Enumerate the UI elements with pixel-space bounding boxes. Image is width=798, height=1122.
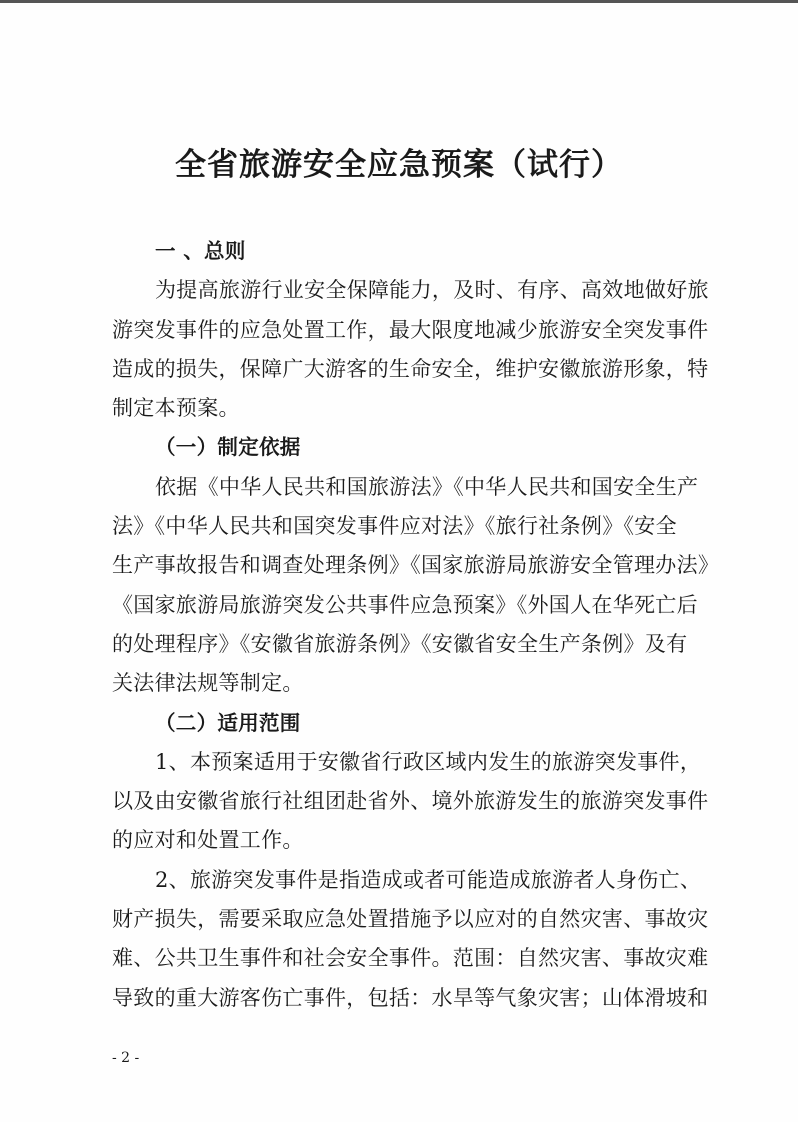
document-body: [112, 232, 720, 1018]
document-title: 全省旅游安全应急预案（试行）: [175, 147, 623, 183]
paragraph-line: 依据《中华人民共和国旅游法》《中华人民共和国安全生产: [155, 474, 699, 499]
paragraph-line: 为提高旅游行业安全保障能力，及时、有序、高效地做好旅: [155, 278, 709, 303]
top-border-line: [0, 0, 798, 3]
paragraph-line: 制定本预案。: [112, 396, 240, 421]
paragraph-line: 法》《中华人民共和国突发事件应对法》《旅行社条例》《安全: [112, 514, 677, 539]
subsection-heading-scope: （二）适用范围: [155, 710, 301, 735]
paragraph-line: 2、旅游突发事件是指造成或者可能造成旅游者人身伤亡、: [155, 867, 702, 892]
paragraph-line: 导致的重大游客伤亡事件，包括：水旱等气象灾害；山体滑坡和: [112, 985, 709, 1010]
paragraph-line: 难、公共卫生事件和社会安全事件。范围：自然灾害、事故灾难: [112, 946, 709, 971]
paragraph-line: 关法律法规等制定。: [112, 671, 304, 696]
subsection-heading-basis: （一）制定依据: [155, 435, 301, 460]
paragraph-line: 造成的损失，保障广大游客的生命安全，维护安徽旅游形象，特: [112, 356, 709, 381]
page-number: - 2 -: [112, 1050, 140, 1066]
paragraph-line: 《国家旅游局旅游突发公共事件应急预案》《外国人在华死亡后: [112, 592, 698, 617]
paragraph-line: 游突发事件的应急处置工作，最大限度地减少旅游安全突发事件: [112, 317, 709, 342]
paragraph-line: 生产事故报告和调查处理条例》《国家旅游局旅游安全管理办法》: [112, 553, 720, 578]
paragraph-line: 财产损失，需要采取应急处置措施予以应对的自然灾害、事故灾: [112, 907, 709, 932]
paragraph-line: 的处理程序》《安徽省旅游条例》《安徽省安全生产条例》及有: [112, 631, 688, 656]
paragraph-line: 以及由安徽省旅行社组团赴省外、境外旅游发生的旅游突发事件: [112, 789, 709, 814]
paragraph-line: 的应对和处置工作。: [112, 828, 304, 853]
section-heading-general: 一 、总则: [155, 239, 246, 263]
paragraph-line: 1、本预案适用于安徽省行政区域内发生的旅游突发事件，: [155, 749, 702, 774]
